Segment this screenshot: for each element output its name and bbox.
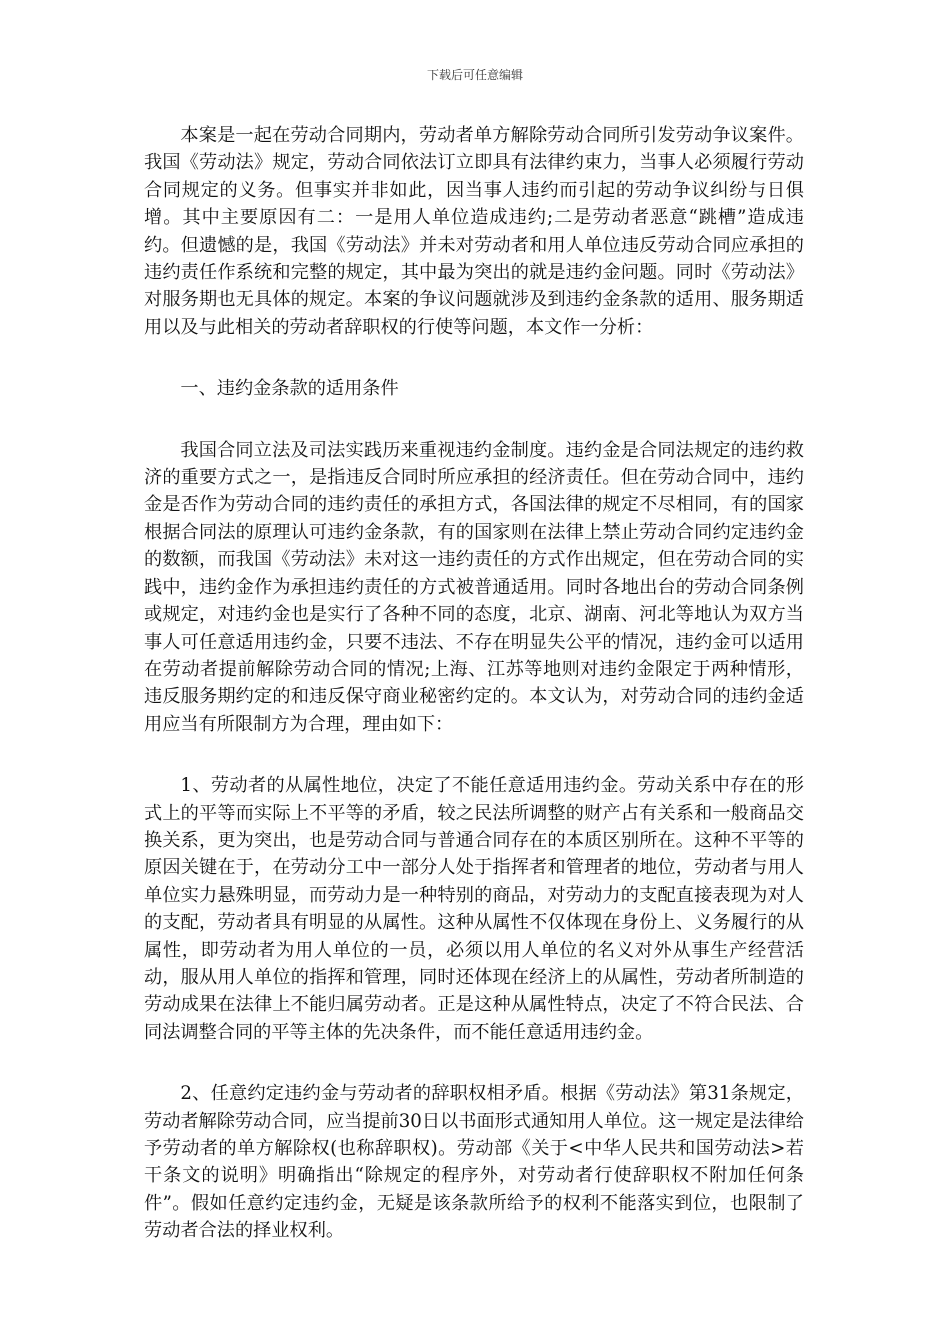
paragraph-reason-2: 2、任意约定违约金与劳动者的辞职权相矛盾。根据《劳动法》第31条规定，劳动者解除劳动合同，应当提前30日以书面形式通知用人单位。这一规定是法律给予劳动者的单方解除权(也称辞职权)。劳动部《关于<中华人民共和国劳动法>若干条文的说明》明确指出“除规定的程序外，对劳动者行使辞职权不附加任何条件”。假如任意约定违约金，无疑是该条款所给予的权利不能落实到位，也限制了劳动者合法的择业权利。 bbox=[144, 1083, 804, 1242]
paragraph-intro: 本案是一起在劳动合同期内，劳动者单方解除劳动合同所引发劳动争议案件。我国《劳动法》规定，劳动合同依法订立即具有法律约束力，当事人必须履行劳动合同规定的义务。但事实并非如此，因当事人违约而引起的劳动争议纠纷与日俱增。其中主要原因有二：一是用人单位造成违约;二是劳动者恶意“跳槽”造成违约。但遗憾的是，我国《劳动法》并未对劳动者和用人单位违反劳动合同应承担的违约责任作系统和完整的规定，其中最为突出的就是违约金问题。同时《劳动法》对服务期也无具体的规定。本案的争议问题就涉及到违约金条款的适用、服务期适用以及与此相关的劳动者辞职权的行使等问题，本文作一分析： bbox=[144, 125, 804, 338]
paragraph-penalty-system: 我国合同立法及司法实践历来重视违约金制度。违约金是合同法规定的违约救济的重要方式之一，是指违反合同时所应承担的经济责任。但在劳动合同中，违约金是否作为劳动合同的违约责任的承担方式，各国法律的规定不尽相同，有的国家根据合同法的原理认可违约金条款，有的国家则在法律上禁止劳动合同约定违约金的数额，而我国《劳动法》未对这一违约责任的方式作出规定，但在劳动合同的实践中，违约金作为承担违约责任的方式被普通适用。同时各地出台的劳动合同条例或规定，对违约金也是实行了各种不同的态度，北京、湖南、河北等地认为双方当事人可任意适用违约金，只要不违法、不存在明显失公平的情况，违约金可以适用在劳动者提前解除劳动合同的情况;上海、江苏等地则对违约金限定于两种情形，违反服务期约定的和违反保守商业秘密约定的。本文认为，对劳动合同的违约金适用应当有所限制方为合理，理由如下： bbox=[144, 439, 804, 735]
section-heading: 一、违约金条款的适用条件 bbox=[180, 378, 399, 400]
document-body bbox=[144, 122, 804, 1279]
paragraph-reason-1: 1、劳动者的从属性地位，决定了不能任意适用违约金。劳动关系中存在的形式上的平等而实际上不平等的矛盾，较之民法所调整的财产占有关系和一般商品交换关系，更为突出，也是劳动合同与普通合同存在的本质区别所在。这种不平等的原因关键在于，在劳动分工中一部分人处于指挥者和管理者的地位，劳动者与用人单位实力悬殊明显，而劳动力是一种特别的商品，对劳动力的支配直接表现为对人的支配，劳动者具有明显的从属性。这种从属性不仅体现在身份上、义务履行的从属性，即劳动者为用人单位的一员，必须以用人单位的名义对外从事生产经营活动，服从用人单位的指挥和管理，同时还体现在经济上的从属性，劳动者所制造的劳动成果在法律上不能归属劳动者。正是这种从属性特点，决定了不符合民法、合同法调整合同的平等主体的先决条件，而不能任意适用违约金。 bbox=[144, 775, 804, 1043]
page-header: 下载后可任意编辑 bbox=[426, 68, 523, 82]
